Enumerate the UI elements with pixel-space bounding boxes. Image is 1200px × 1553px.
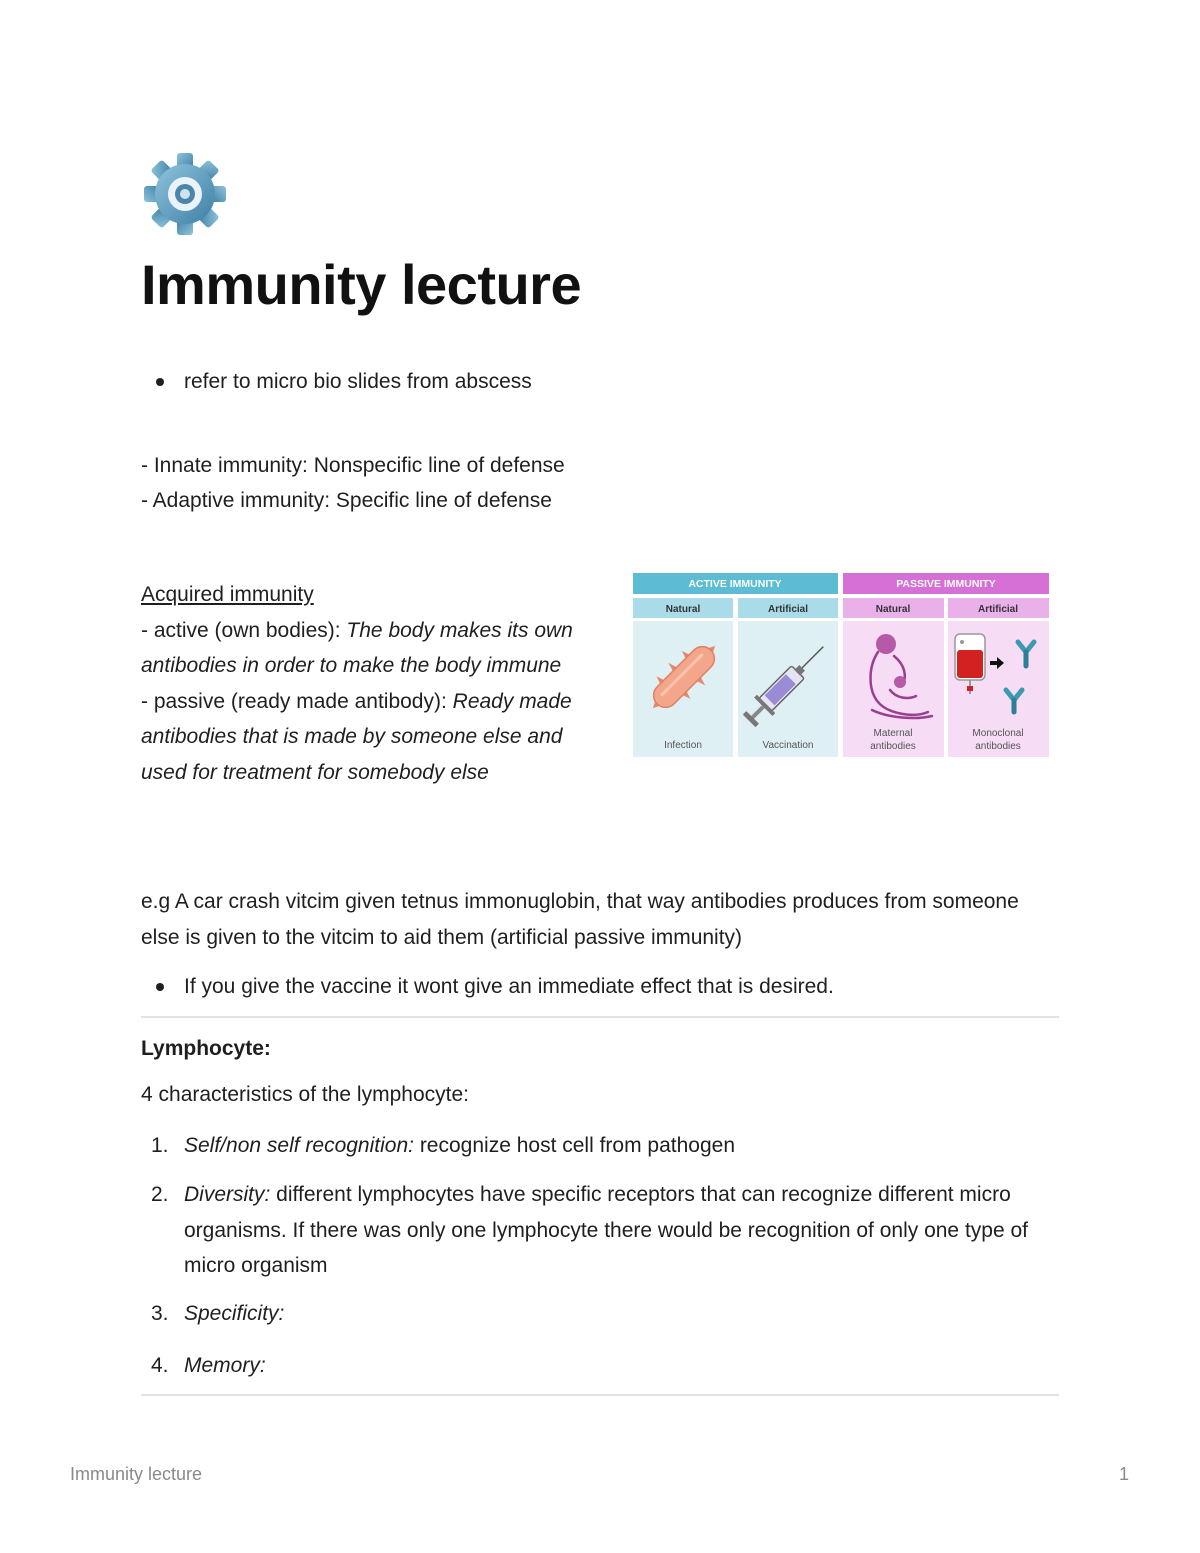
item-number: 3.	[151, 1302, 169, 1325]
passive-text: Ready made antibodies that is made by someone else and used for treatment for somebody else	[141, 689, 572, 784]
item-number: 4.	[151, 1354, 169, 1377]
caption-monoclonal-2: antibodies	[975, 741, 1021, 752]
item-text: recognize host cell from pathogen	[413, 1134, 736, 1157]
caption-monoclonal-1: Monoclonal	[972, 728, 1024, 739]
bullet-text: refer to micro bio slides from abscess	[184, 370, 532, 393]
caption-infection: Infection	[664, 740, 702, 751]
characteristics-intro: 4 characteristics of the lymphocyte:	[141, 1083, 469, 1106]
item-number: 2.	[151, 1183, 169, 1206]
caption-vaccination: Vaccination	[762, 740, 814, 751]
lymphocyte-heading: Lymphocyte:	[141, 1037, 271, 1060]
item-term: Specificity:	[184, 1302, 285, 1325]
gear-icon	[143, 152, 227, 236]
passive-label: - passive (ready made antibody):	[141, 689, 453, 713]
bullet-icon	[156, 378, 164, 386]
bullet-text: If you give the vaccine it wont give an immediate effect that is desired.	[184, 975, 834, 998]
footer-title: Immunity lecture	[70, 1464, 203, 1484]
item-text: different lymphocytes have specific receptors that can recognize different micro organisms. If there was only one lymphocyte there would be recognition of only one type of micro organism	[184, 1183, 1028, 1277]
page-number: 1	[1119, 1464, 1130, 1484]
passive-header: PASSIVE IMMUNITY	[896, 578, 996, 590]
adaptive-line: - Adaptive immunity: Specific line of defense	[141, 489, 552, 512]
divider	[141, 1394, 1059, 1396]
immunity-types-figure	[632, 572, 1050, 758]
acquired-immunity-block	[141, 577, 591, 790]
sub-artificial-passive: Artificial	[977, 604, 1019, 615]
sub-natural-passive: Natural	[875, 604, 911, 615]
caption-maternal-1: Maternal	[873, 728, 913, 739]
active-label: - active (own bodies):	[141, 618, 347, 642]
active-header: ACTIVE IMMUNITY	[688, 578, 782, 590]
item-term: Self/non self recognition:	[184, 1134, 414, 1157]
divider	[141, 1016, 1059, 1018]
example-paragraph: e.g A car crash vitcim given tetnus immonuglobin, that way antibodies produces from someone else is given to the vitcim to aid them (artificial passive immunity)	[141, 890, 1019, 949]
item-term: Diversity:	[184, 1183, 271, 1206]
bullet-icon	[156, 983, 164, 991]
item-number: 1.	[151, 1134, 169, 1157]
active-text: The body makes its own antibodies in order to make the body immune	[141, 618, 573, 677]
sub-natural-active: Natural	[665, 604, 701, 615]
page-title: Immunity lecture	[141, 253, 582, 316]
caption-maternal-2: antibodies	[870, 741, 916, 752]
acquired-heading: Acquired immunity	[141, 583, 314, 606]
item-term: Memory:	[184, 1354, 266, 1377]
innate-line: - Innate immunity: Nonspecific line of defense	[141, 454, 565, 477]
sub-artificial-active: Artificial	[767, 604, 809, 615]
